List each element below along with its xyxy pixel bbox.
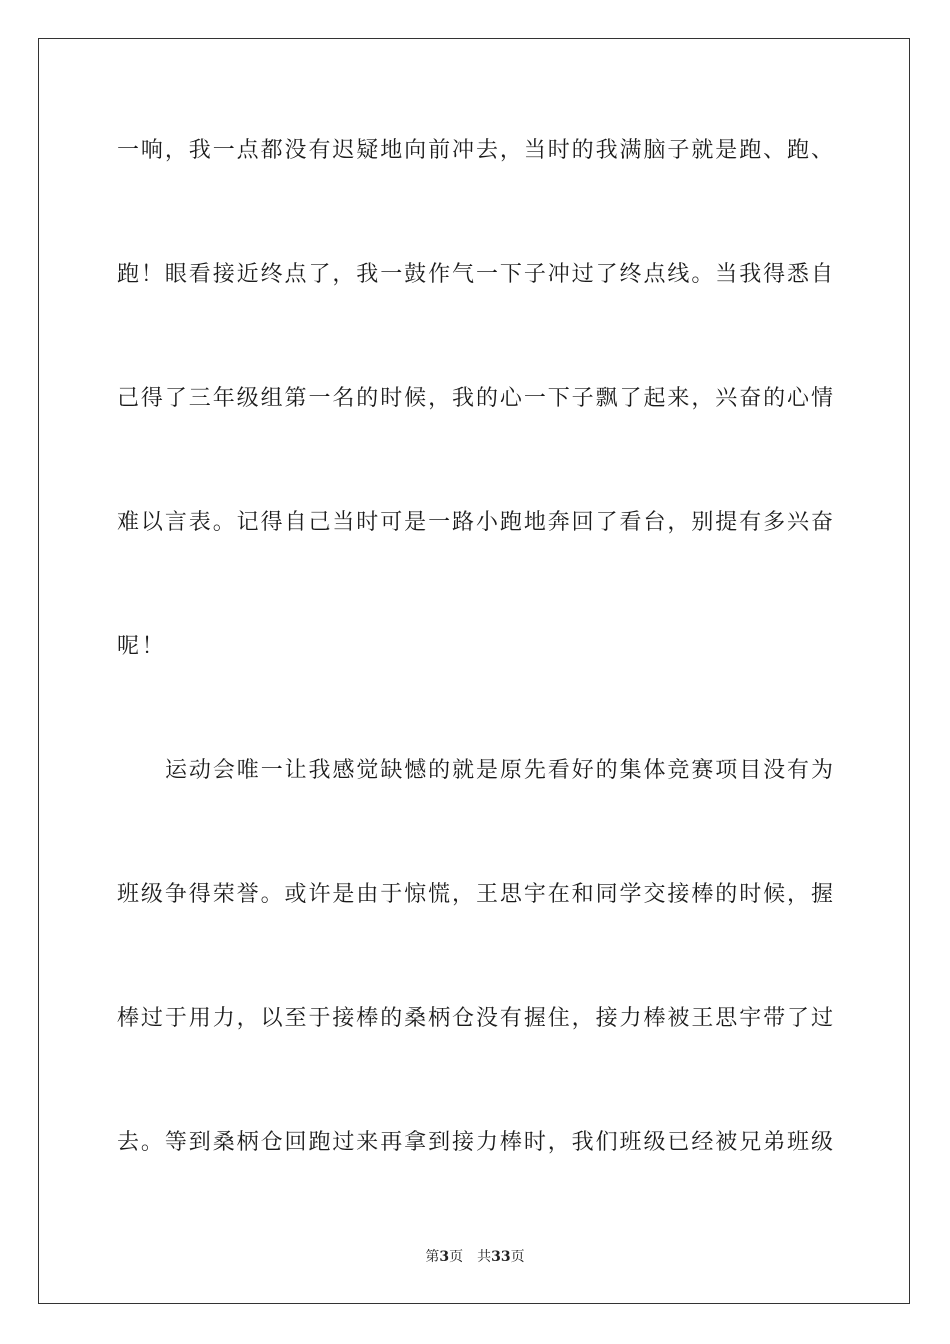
paragraph-line: 去。等到桑柄仓回跑过来再拿到接力棒时，我们班级已经被兄弟班级	[117, 1130, 833, 1155]
paragraph-line: 难以言表。记得自己当时可是一路小跑地奔回了看台，别提有多兴奋	[117, 510, 833, 535]
page-prefix: 第	[425, 1249, 440, 1265]
page-footer	[0, 1248, 950, 1266]
paragraph-line: 运动会唯一让我感觉缺憾的就是原先看好的集体竞赛项目没有为	[165, 758, 833, 783]
paragraph-line: 己得了三年级组第一名的时候，我的心一下子飘了起来，兴奋的心情	[117, 386, 833, 411]
page-border	[38, 38, 910, 1304]
total-unit: 页	[510, 1249, 525, 1265]
total-prefix: 共	[477, 1249, 492, 1265]
total-pages: 33	[491, 1249, 511, 1265]
page-unit: 页	[449, 1249, 464, 1265]
paragraph-line: 班级争得荣誉。或许是由于惊慌，王思宇在和同学交接棒的时候，握	[117, 882, 833, 907]
page-number: 3	[439, 1249, 450, 1265]
paragraph-line: 跑！眼看接近终点了，我一鼓作气一下子冲过了终点线。当我得悉自	[117, 262, 833, 287]
paragraph-line: 棒过于用力，以至于接棒的桑柄仓没有握住，接力棒被王思宇带了过	[117, 1006, 833, 1031]
paragraph-line: 一响，我一点都没有迟疑地向前冲去，当时的我满脑子就是跑、跑、	[117, 138, 833, 163]
paragraph-line: 呢！	[117, 634, 167, 659]
